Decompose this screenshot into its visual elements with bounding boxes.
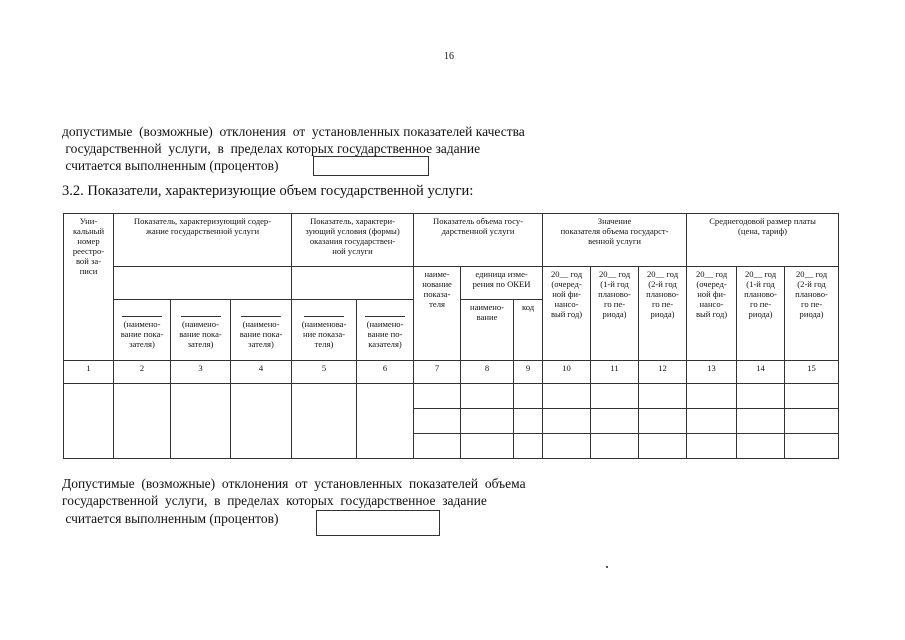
table-cell[interactable]	[231, 384, 292, 459]
table-cell[interactable]	[785, 409, 839, 434]
header-conditions-col-6	[357, 300, 414, 361]
table-cell[interactable]	[591, 409, 639, 434]
col-number: 7	[414, 361, 461, 384]
table-cell[interactable]	[357, 384, 414, 459]
header-conditions-name-2: (наимено- вание по- казателя)	[366, 319, 404, 349]
blank-line	[365, 316, 405, 317]
table-cell[interactable]	[514, 409, 543, 434]
quality-deviation-line-3: считается выполненным (процентов)	[62, 158, 279, 173]
conditions-blank-area	[292, 267, 414, 300]
header-conditions-indicator: Показатель, характери- зующий условия (формы) оказания государствен- ной услуги	[292, 214, 414, 267]
header-content-name-1: (наимено- вание пока- зателя)	[120, 319, 164, 349]
quality-deviation-line-1: допустимые (возможные) отклонения от установленных показателей качества	[62, 124, 525, 139]
quality-deviation-percent-input[interactable]	[313, 156, 429, 176]
content-blank-area	[114, 267, 292, 300]
header-content-name-3: (наимено- вание пока- зателя)	[239, 319, 283, 349]
table-cell[interactable]	[414, 434, 461, 459]
header-content-col-2	[114, 300, 171, 361]
table-cell[interactable]	[737, 434, 785, 459]
table-cell[interactable]	[461, 434, 514, 459]
table-cell[interactable]	[785, 434, 839, 459]
col-number: 5	[292, 361, 357, 384]
table-cell[interactable]	[639, 409, 687, 434]
col-number: 14	[737, 361, 785, 384]
column-number-row	[64, 361, 839, 384]
header-value-year-2: 20__ год (1-й год планово- го пе- риода)	[591, 267, 639, 361]
table-cell[interactable]	[461, 409, 514, 434]
table-cell[interactable]	[737, 384, 785, 409]
header-content-col-3	[171, 300, 231, 361]
table-cell[interactable]	[64, 384, 114, 459]
header-unit-name: наимено- вание	[461, 300, 514, 361]
col-number: 2	[114, 361, 171, 384]
table-cell[interactable]	[514, 434, 543, 459]
header-fee-year-2: 20__ год (1-й год планово- го пе- риода)	[737, 267, 785, 361]
table-cell[interactable]	[687, 384, 737, 409]
col-number: 13	[687, 361, 737, 384]
header-unit-code: код	[514, 300, 543, 361]
table-cell[interactable]	[461, 384, 514, 409]
header-volume-value: Значение показателя объема государст- венной услуги	[543, 214, 687, 267]
header-content-name-2: (наимено- вание пока- зателя)	[179, 319, 222, 349]
section-title: 3.2. Показатели, характеризующие объем государственной услуги:	[62, 183, 474, 199]
header-unique-number: Уни- кальный номер реестро- вой за- писи	[64, 214, 114, 361]
col-number: 1	[64, 361, 114, 384]
table-cell[interactable]	[414, 384, 461, 409]
header-value-year-3: 20__ год (2-й год планово- го пе- риода)	[639, 267, 687, 361]
header-fee-year-1: 20__ год (очеред- ной фи- нансо- вый год)	[687, 267, 737, 361]
volume-indicators-table	[63, 213, 839, 459]
table-cell[interactable]	[591, 434, 639, 459]
page-number: 16	[444, 51, 454, 62]
table-cell[interactable]	[591, 384, 639, 409]
blank-line	[304, 316, 344, 317]
col-number: 9	[514, 361, 543, 384]
table-row	[64, 384, 839, 409]
table-cell[interactable]	[171, 384, 231, 459]
table-cell[interactable]	[687, 409, 737, 434]
header-conditions-name-1: (наименова- ние показа- теля)	[301, 319, 347, 349]
volume-deviation-line-1: Допустимые (возможные) отклонения от установленных показателей объема	[62, 476, 526, 491]
header-content-indicator: Показатель, характеризующий содер- жание государственной услуги	[114, 214, 292, 267]
col-number: 12	[639, 361, 687, 384]
volume-deviation-percent-input[interactable]	[316, 510, 440, 536]
header-fee-year-3: 20__ год (2-й год планово- го пе- риода)	[785, 267, 839, 361]
table-cell[interactable]	[543, 434, 591, 459]
table-cell[interactable]	[414, 409, 461, 434]
blank-line	[241, 316, 281, 317]
volume-deviation-line-2: государственной услуги, в пределах которых государственное задание	[62, 493, 487, 508]
table-cell[interactable]	[543, 409, 591, 434]
header-conditions-col-5	[292, 300, 357, 361]
header-value-year-1: 20__ год (очеред- ной фи- нансо- вый год)	[543, 267, 591, 361]
col-number: 6	[357, 361, 414, 384]
col-number: 15	[785, 361, 839, 384]
table-cell[interactable]	[114, 384, 171, 459]
header-content-col-4	[231, 300, 292, 361]
col-number: 3	[171, 361, 231, 384]
blank-line	[122, 316, 162, 317]
table-cell[interactable]	[514, 384, 543, 409]
table-cell[interactable]	[737, 409, 785, 434]
quality-deviation-line-2: государственной услуги, в пределах которых государственное задание	[62, 141, 481, 156]
table-cell[interactable]	[785, 384, 839, 409]
col-number: 8	[461, 361, 514, 384]
table-cell[interactable]	[639, 384, 687, 409]
speck	[606, 566, 608, 568]
header-okei-unit: единица изме- рения по ОКЕИ	[461, 267, 543, 300]
blank-line	[181, 316, 221, 317]
volume-deviation-line-3: считается выполненным (процентов)	[62, 511, 279, 526]
col-number: 10	[543, 361, 591, 384]
header-volume-indicator: Показатель объема госу- дарственной услуги	[414, 214, 543, 267]
table-cell[interactable]	[292, 384, 357, 459]
header-indicator-name: наиме- нование показа- теля	[414, 267, 461, 361]
col-number: 4	[231, 361, 292, 384]
table-cell[interactable]	[639, 434, 687, 459]
table-cell[interactable]	[543, 384, 591, 409]
table-cell[interactable]	[687, 434, 737, 459]
header-average-fee: Среднегодовой размер платы (цена, тариф)	[687, 214, 839, 267]
col-number: 11	[591, 361, 639, 384]
